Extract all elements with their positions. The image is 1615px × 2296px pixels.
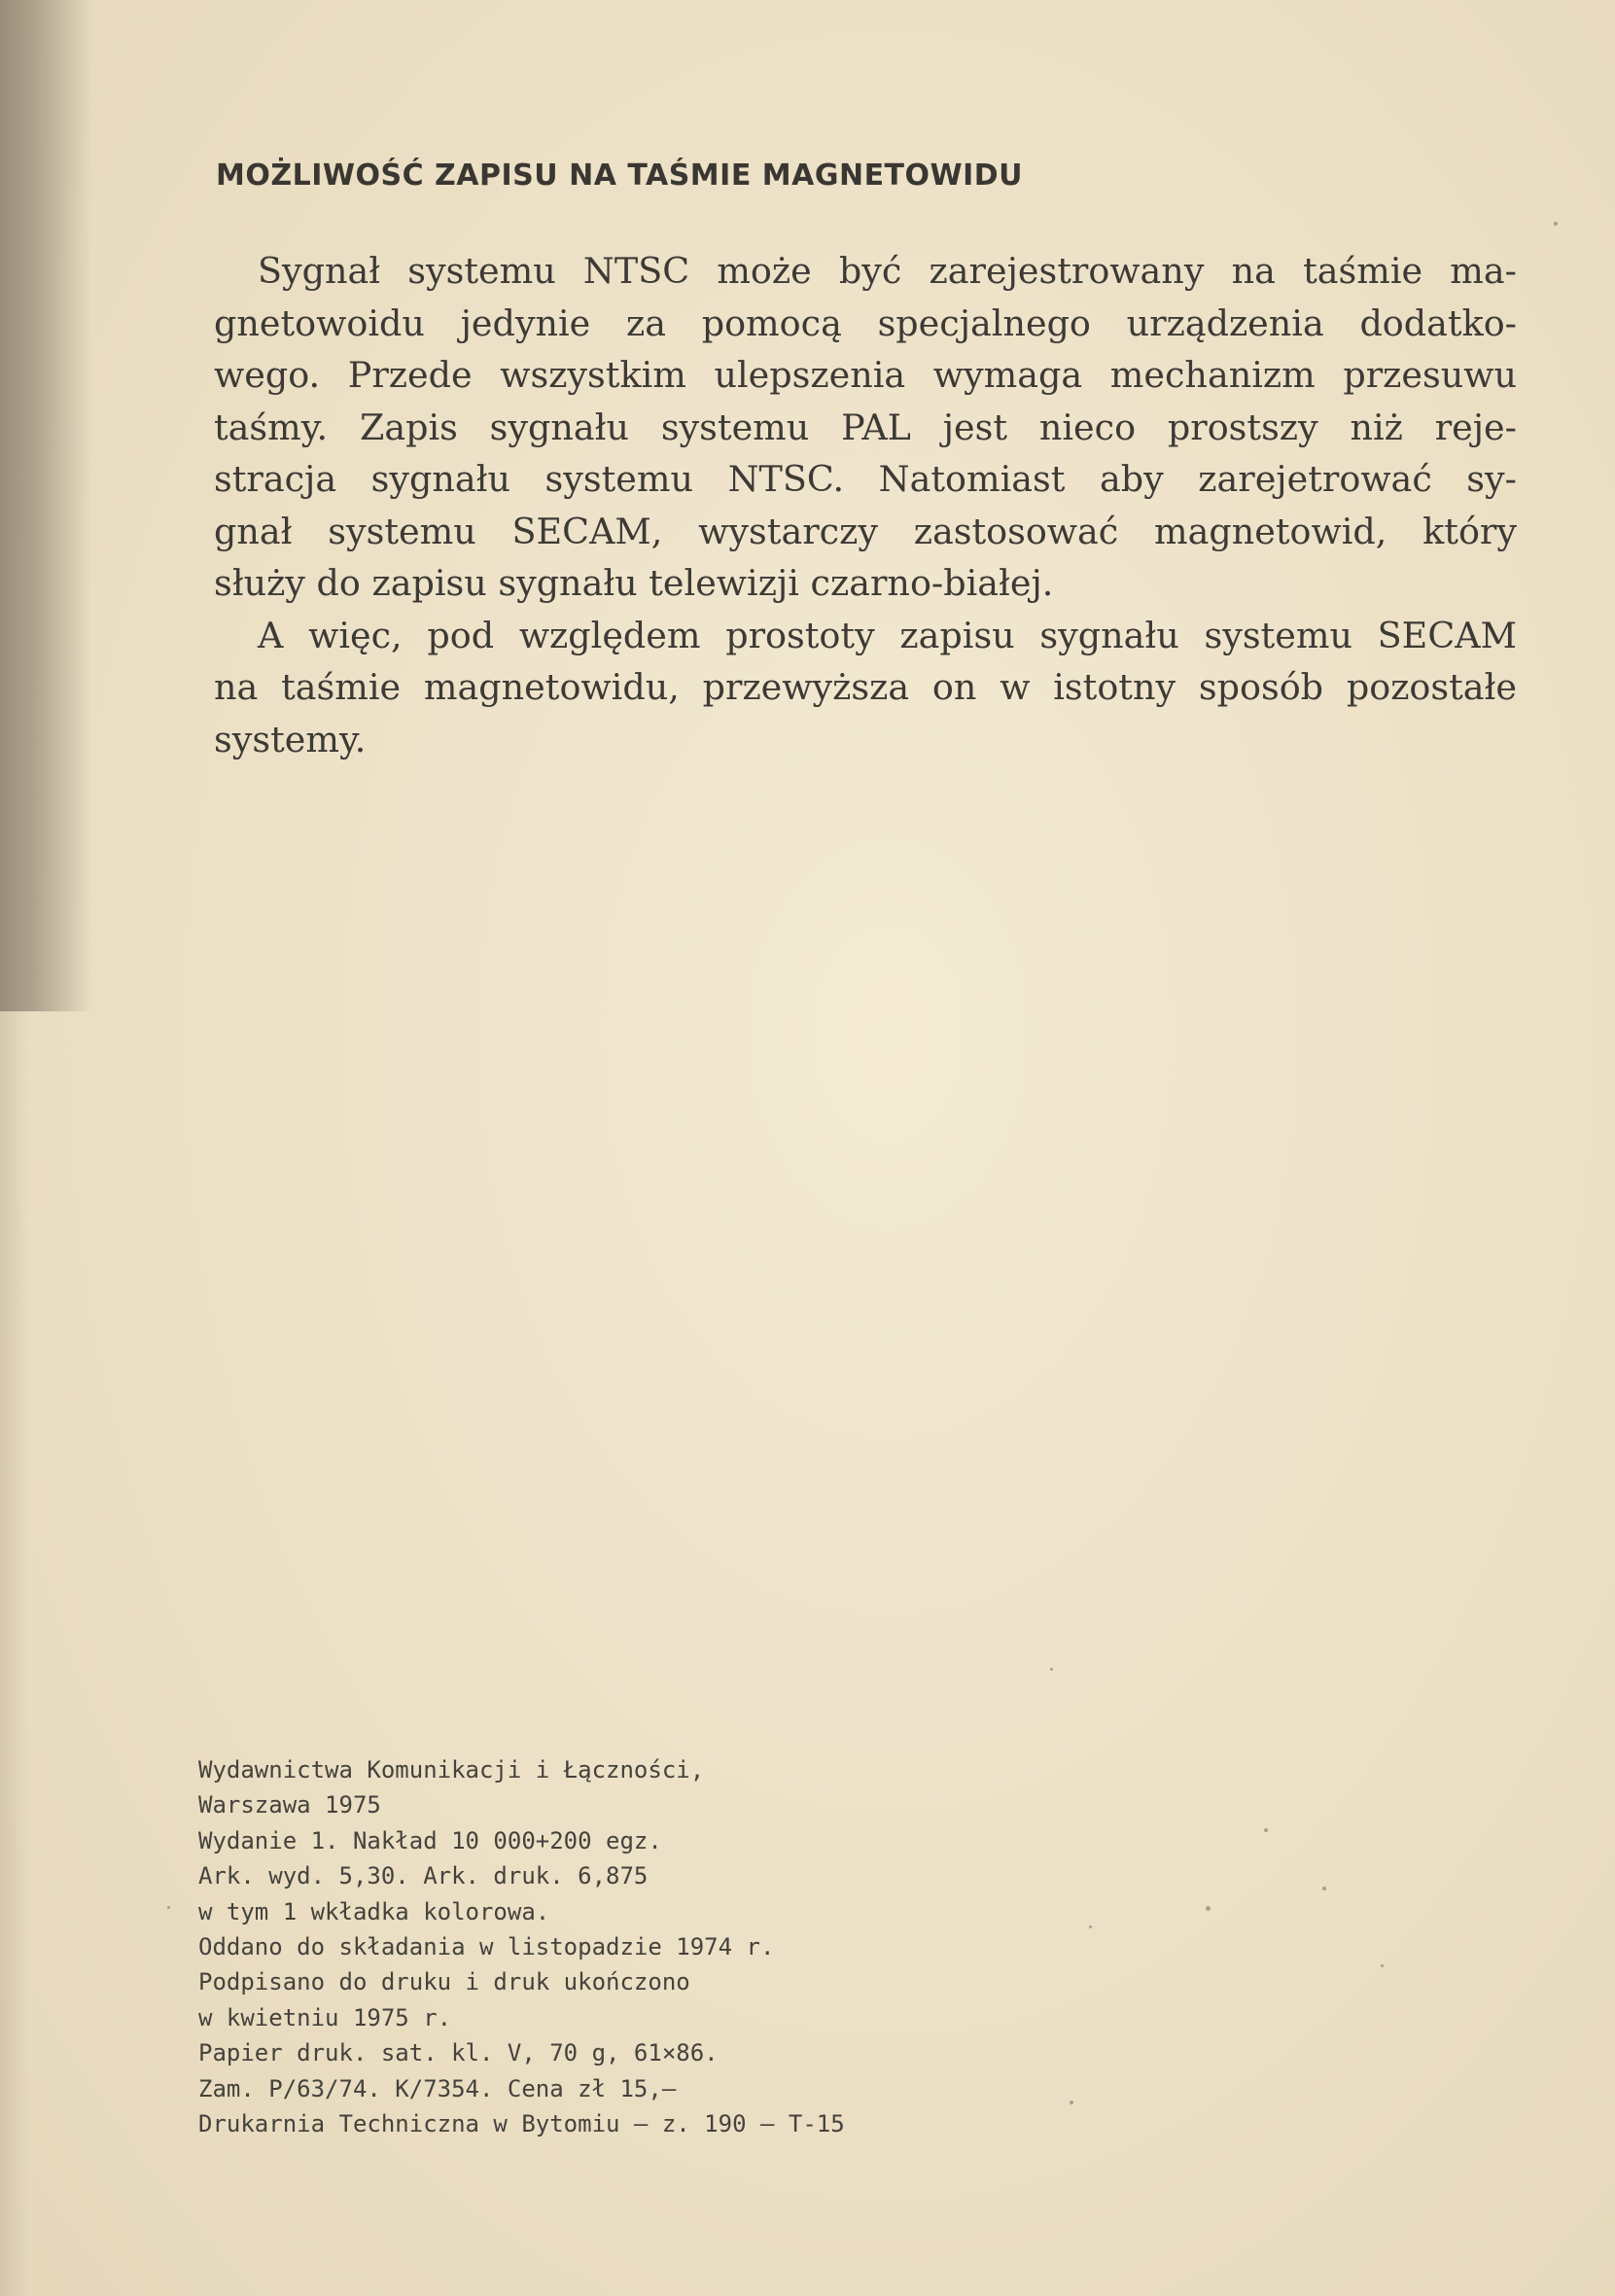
paper-speck (1554, 222, 1558, 226)
paper-speck (1264, 1828, 1268, 1832)
imprint-line: Drukarnia Techniczna w Bytomiu — z. 190 — T-15 (198, 2110, 845, 2138)
paper-speck (1050, 1668, 1053, 1671)
binding-shadow (0, 0, 92, 1011)
imprint-line: Podpisano do druku i druk ukończono (198, 1968, 690, 1996)
imprint-line: Zam. P/63/74. K/7354. Cena zł 15,— (198, 2074, 677, 2102)
text-line: na taśmie magnetowidu, przewyższa on w istotny sposób pozostałe (214, 666, 1517, 708)
imprint-line: Wydanie 1. Nakład 10 000+200 egz. (198, 1826, 662, 1854)
text-line: systemy. (214, 718, 367, 760)
paper-speck (1381, 1964, 1384, 1967)
text-line: A więc, pod względem prostoty zapisu sygnału systemu SECAM (258, 614, 1517, 656)
body-text (214, 245, 1517, 765)
text-line: gnał systemu SECAM, wystarczy zastosować magnetowid, który (214, 510, 1517, 552)
paper-speck (167, 1906, 170, 1909)
paper-speck (1070, 2101, 1073, 2104)
imprint-line: Warszawa 1975 (198, 1791, 381, 1819)
paragraph (214, 245, 1517, 610)
text-line: gnetowoidu jedynie za pomocą specjalnego urządzenia dodatko- (214, 301, 1517, 344)
imprint-line: w tym 1 wkładka kolorowa. (198, 1897, 550, 1925)
imprint-line: Oddano do składania w listopadzie 1974 r. (198, 1933, 775, 1961)
paragraph (214, 610, 1517, 766)
imprint-line: Wydawnictwa Komunikacji i Łączności, (198, 1756, 705, 1784)
paper-speck (1089, 1925, 1092, 1928)
section-heading: MOŻLIWOŚĆ ZAPISU NA TAŚMIE MAGNETOWIDU (216, 159, 1024, 193)
imprint-line: Ark. wyd. 5,30. Ark. druk. 6,875 (198, 1862, 649, 1890)
text-line: stracja sygnału systemu NTSC. Natomiast aby zarejetrować sy- (214, 458, 1517, 500)
paper-speck (1322, 1887, 1326, 1890)
text-line: Sygnał systemu NTSC może być zarejestrowany na taśmie ma- (258, 250, 1517, 292)
binding-shadow-lower (0, 1011, 29, 2296)
paper-speck (1206, 1906, 1211, 1911)
imprint-line: w kwietniu 1975 r. (198, 2003, 452, 2031)
text-line: wego. Przede wszystkim ulepszenia wymaga mechanizm przesuwu (214, 354, 1517, 396)
imprint-line: Papier druk. sat. kl. V, 70 g, 61×86. (198, 2039, 719, 2067)
text-line: służy do zapisu sygnału telewizji czarno-białej. (214, 562, 1054, 604)
colophon-imprint (198, 1752, 845, 2141)
text-line: taśmy. Zapis sygnału systemu PAL jest nieco prostszy niż reje- (214, 406, 1517, 448)
